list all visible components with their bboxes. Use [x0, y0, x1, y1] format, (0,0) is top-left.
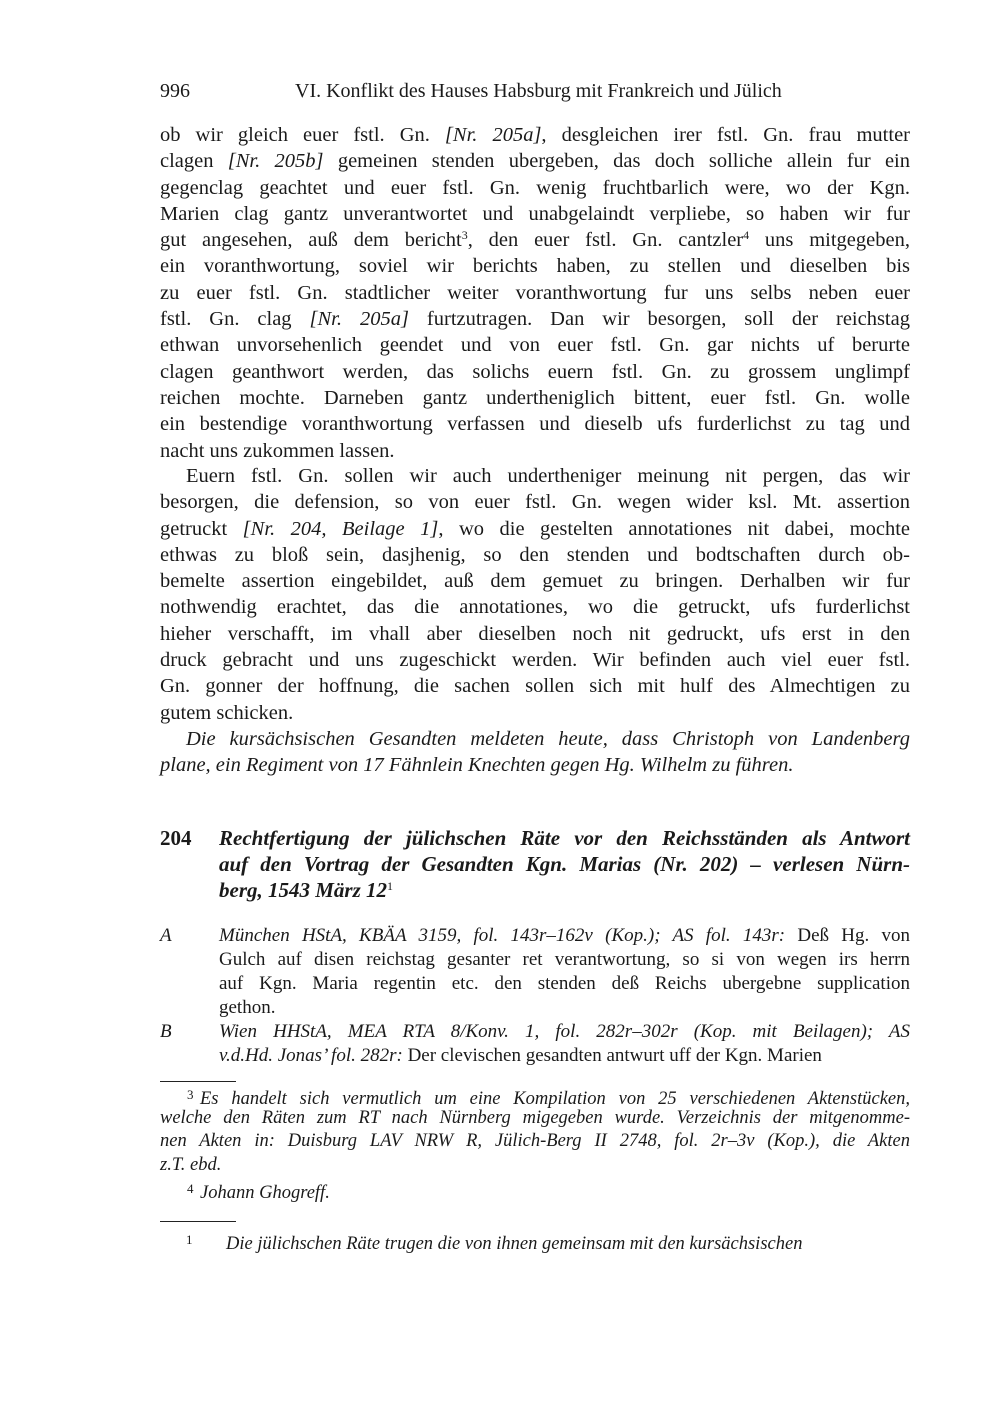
footnote-reference: 4	[743, 228, 750, 243]
text-segment: reichen mochte. Darneben gantz undertheniglich bittent, euer fstl. Gn. wolle	[160, 386, 910, 409]
italic-text: [Nr. 205a]	[444, 124, 542, 146]
page-number: 996	[160, 80, 190, 102]
text-line	[160, 673, 910, 699]
text-line	[160, 621, 910, 647]
text-segment: Gn. gonner der hoffnung, die sachen sollen sich mit hulf des Almechtigen zu	[160, 675, 910, 698]
text-line	[219, 948, 910, 972]
running-title: VI. Konflikt des Hauses Habsburg mit Frankreich und Jülich	[295, 80, 782, 102]
text-segment: gethon.	[219, 997, 276, 1018]
text-segment: druck gebracht und uns zugeschickt werden. Wir befinden auch viel euer fstl.	[160, 649, 910, 672]
italic-text: v.d.Hd. Jonas’ fol. 282r:	[219, 1045, 403, 1066]
text-line	[160, 280, 910, 306]
text-line	[160, 542, 910, 568]
source-text	[219, 1020, 910, 1068]
footnote-divider	[160, 1081, 236, 1082]
text-line	[160, 253, 910, 279]
text-segment: clagen geanthwort werden, das solichs euern fstl. Gn. zu grossem unglimpf	[160, 360, 910, 383]
footnote-1	[160, 1228, 910, 1252]
text-segment: ein bestendige voranthwortung verfassen und dieselb ufs furderlichst zu tag und	[160, 413, 910, 436]
text-segment: ob wir gleich euer fstl. Gn.	[160, 124, 445, 146]
editorial-note-paragraph	[160, 726, 910, 779]
text-segment: ethwan unvorsehenlich geendet und von euer fstl. Gn. gar nichts uf berurte	[160, 334, 910, 357]
text-segment: Die jülichschen Räte trugen die von ihnen gemeinsam mit den kursächsischen	[226, 1234, 803, 1254]
text-segment: auf Kgn. Maria regentin etc. den stenden deß Reichs ubergebne supplication	[219, 973, 910, 994]
source-siglum: A	[160, 925, 172, 946]
document-heading	[160, 825, 910, 903]
text-segment: hieher verschafft, im vhall aber dieselben noch nit gedruckt, ufs erst in den	[160, 622, 910, 645]
footnote-number: 1	[186, 1232, 193, 1247]
text-segment: Rechtfertigung der jülichschen Räte vor den Reichsständen als Antwort	[219, 826, 910, 850]
text-segment: gemeinen stenden ubergeben, das doch solliche allein fur ein	[323, 150, 910, 173]
italic-text: [Nr. 205a]	[309, 308, 409, 331]
text-segment: nothwendig erachtet, das die annotationes, wo die getruckt, ufs furderlichst	[160, 596, 910, 619]
text-segment: Die kursächsischen Gesandten meldeten heute, dass Christoph von Landenberg	[186, 728, 910, 750]
source-entry-b	[160, 1020, 910, 1068]
italic-text: [Nr. 205b]	[227, 150, 324, 173]
text-segment: , den euer fstl. Gn. cantzler	[467, 229, 744, 252]
body-paragraph-2	[160, 463, 910, 726]
text-segment: getruckt	[160, 517, 243, 540]
text-line	[219, 1044, 910, 1068]
text-segment: besorgen, die defension, so von euer fstl. Gn. wegen wider ksl. Mt. assertion	[160, 491, 910, 514]
text-line	[160, 332, 910, 358]
text-segment: uns mitgegeben,	[749, 229, 910, 252]
text-segment: nacht uns zukommen lassen.	[160, 439, 395, 462]
text-line	[219, 877, 910, 903]
text-segment: Marien clag gantz unverantwortet und unabgelaindt verpliebe, so haben wir fur	[160, 202, 910, 225]
footnote-4	[160, 1177, 910, 1201]
italic-text: Wien HHStA, MEA RTA 8/Konv. 1, fol. 282r–302r (Kop. mit Beilagen); AS	[219, 1021, 910, 1042]
footnote-number: 4	[187, 1181, 194, 1196]
text-line	[160, 385, 910, 411]
text-segment: gegenclag geachtet und euer fstl. Gn. wenig fruchtbarlich were, wo der Kgn.	[160, 176, 910, 199]
text-segment: zu euer fstl. Gn. stadtlicher weiter voranthwortung fur uns selbs neben euer	[160, 281, 910, 304]
text-line	[160, 175, 910, 201]
text-segment: Es handelt sich vermutlich um eine Kompilation von 25 verschiedenen Aktenstücken,	[200, 1089, 910, 1109]
text-segment: furtzutragen. Dan wir besorgen, soll der reichstag	[408, 308, 910, 331]
text-line	[160, 122, 910, 148]
text-line	[219, 996, 910, 1020]
text-segment: , wo die gestelten annotationes nit dabei, mochte	[438, 517, 911, 540]
text-segment: Euern fstl. Gn. sollen wir auch undertheniger meinung nit pergen, das wir	[186, 465, 910, 487]
text-line	[160, 148, 910, 174]
text-line	[160, 568, 910, 594]
text-line	[160, 1228, 910, 1252]
text-segment: nen Akten in: Duisburg LAV NRW R, Jülich-Berg II 2748, fol. 2r–3v (Kop.), die Akten	[160, 1131, 910, 1151]
text-segment: , desgleichen irer fstl. Gn. frau mutter	[541, 124, 910, 146]
text-line	[219, 924, 910, 948]
text-segment: gut angesehen, auß dem bericht	[160, 229, 462, 252]
text-line	[219, 851, 910, 877]
text-line	[160, 306, 910, 332]
text-line	[160, 489, 910, 515]
document-number: 204	[160, 826, 192, 850]
text-segment: auf den Vortrag der Gesandten Kgn. Marias (Nr. 202) – verlesen Nürn-	[219, 852, 910, 876]
text-line	[160, 201, 910, 227]
text-segment: welche den Räten zum RT nach Nürnberg migegeben wurde. Verzeichnis der mitgenomme-	[160, 1107, 910, 1128]
footnote-number: 3	[187, 1087, 194, 1102]
text-segment: fstl. Gn. clag	[160, 308, 310, 331]
italic-text: München HStA, KBÄA 3159, fol. 143r–162v (Kop.); AS fol. 143r:	[219, 925, 786, 946]
text-line	[160, 438, 910, 464]
text-segment: Deß Hg. von	[785, 925, 910, 946]
text-line	[160, 411, 910, 437]
footnote-3	[160, 1083, 910, 1177]
footnote-reference: 3	[461, 228, 468, 243]
document-title	[219, 825, 910, 903]
text-line	[160, 359, 910, 385]
text-line	[160, 1177, 910, 1201]
text-line	[160, 1083, 910, 1107]
text-line	[160, 700, 910, 726]
text-segment: ein voranthwortung, soviel wir berichts haben, zu stellen und dieselben bis	[160, 255, 910, 278]
body-paragraph-1	[160, 122, 910, 464]
text-segment: berg, 1543 März 12	[219, 878, 388, 902]
text-line	[160, 752, 910, 778]
italic-text: [Nr. 204, Beilage 1]	[242, 517, 439, 540]
text-segment: bemelte assertion eingebildet, auß dem gemuet zu bringen. Derhalben wir fur	[160, 570, 910, 593]
text-line	[160, 726, 910, 752]
text-line	[160, 1107, 910, 1131]
footnote-divider	[160, 1221, 236, 1222]
text-line	[219, 825, 910, 851]
source-entry-a	[160, 924, 910, 1020]
text-line	[219, 972, 910, 996]
text-line	[160, 227, 910, 253]
text-line	[160, 1154, 910, 1178]
text-line	[160, 594, 910, 620]
source-text	[219, 924, 910, 1020]
text-segment: plane, ein Regiment von 17 Fähnlein Knechten gegen Hg. Wilhelm zu führen.	[160, 754, 794, 777]
text-line	[219, 1020, 910, 1044]
text-segment: Johann Ghogreff.	[200, 1183, 330, 1203]
text-line	[160, 516, 910, 542]
text-segment: ethwas zu bloß sein, dasjhenig, so den stenden und bodtschaften durch ob-	[160, 543, 910, 566]
source-siglum: B	[160, 1021, 172, 1042]
text-segment: Der clevischen gesandten antwurt uff der Kgn. Marien	[402, 1045, 822, 1066]
text-segment: gutem schicken.	[160, 701, 294, 724]
footnote-reference: 1	[387, 879, 394, 893]
text-line	[160, 1130, 910, 1154]
text-segment: z.T. ebd.	[160, 1154, 222, 1175]
text-segment: Gulch auf disen reichstag gesanter ret verantwortung, so si von wegen irs herrn	[219, 949, 910, 970]
text-line	[160, 647, 910, 673]
text-line	[160, 463, 910, 489]
text-segment: clagen	[160, 150, 228, 173]
